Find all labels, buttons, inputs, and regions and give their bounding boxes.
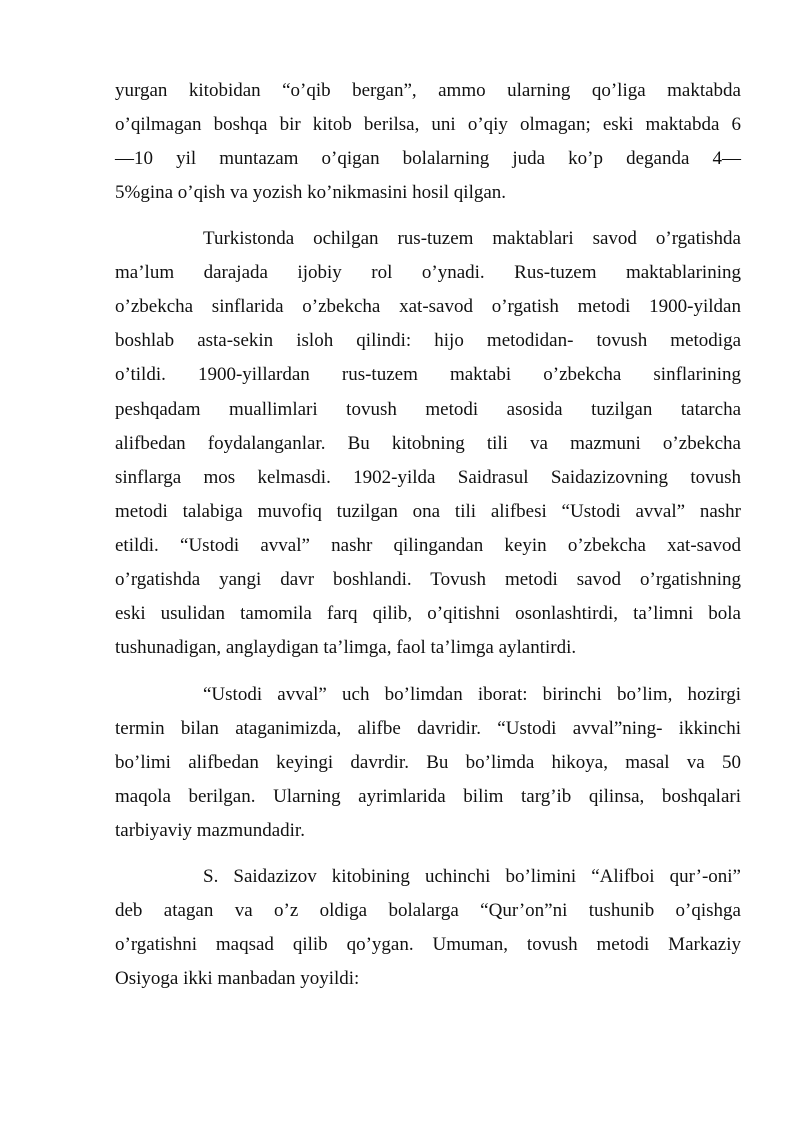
text-line-4: 5%gina o’qish va yozish ko’nikmasini hosil qilgan. [115, 182, 507, 203]
text-line-9: o’tildi. 1900-yillardan rus-tuzem maktabi o’zbekcha sinflarining [115, 364, 741, 385]
text-line-11: alifbedan foydalanganlar. Bu kitobning tili va mazmuni o’zbekcha [115, 433, 741, 454]
text-line-19: termin bilan ataganimizda, alifbe davridir. “Ustodi avval”ning- ikkinchi [115, 718, 741, 739]
text-line-5: Turkistonda ochilgan rus-tuzem maktablari savod o’rgatishda [203, 228, 741, 249]
text-line-6: ma’lum darajada ijobiy rol o’ynadi. Rus-tuzem maktablarining [115, 262, 741, 283]
text-line-20: bo’limi alifbedan keyingi davrdir. Bu bo’limda hikoya, masal va 50 [115, 752, 741, 773]
text-line-15: o’rgatishda yangi davr boshlandi. Tovush metodi savod o’rgatishning [115, 569, 741, 590]
text-line-1: yurgan kitobidan “o’qib bergan”, ammo ularning qo’liga maktabda [115, 80, 741, 101]
text-line-18: “Ustodi avval” uch bo’limdan iborat: birinchi bo’lim, hozirgi [203, 684, 741, 705]
text-line-25: o’rgatishni maqsad qilib qo’ygan. Umuman, tovush metodi Markaziy [115, 934, 741, 955]
text-line-17: tushunadigan, anglaydigan ta’limga, faol ta’limga aylantirdi. [115, 637, 577, 658]
text-line-21: maqola berilgan. Ularning ayrimlarida bilim targ’ib qilinsa, boshqalari [115, 786, 741, 807]
text-line-12: sinflarga mos kelmasdi. 1902-yilda Saidrasul Saidazizovning tovush [115, 467, 741, 488]
text-line-10: peshqadam muallimlari tovush metodi asosida tuzilgan tatarcha [115, 399, 741, 420]
text-line-3: —10 yil muntazam o’qigan bolalarning juda ko’p deganda 4— [115, 148, 741, 169]
text-line-26: Osiyoga ikki manbadan yoyildi: [115, 968, 360, 989]
text-line-22: tarbiyaviy mazmundadir. [115, 820, 305, 841]
text-line-16: eski usulidan tamomila farq qilib, o’qitishni osonlashtirdi, ta’limni bola [115, 603, 741, 624]
text-line-7: o’zbekcha sinflarida o’zbekcha xat-savod o’rgatish metodi 1900-yildan [115, 296, 741, 317]
text-line-14: etildi. “Ustodi avval” nashr qilingandan keyin o’zbekcha xat-savod [115, 535, 741, 556]
text-line-13: metodi talabiga muvofiq tuzilgan ona tili alifbesi “Ustodi avval” nashr [115, 501, 741, 522]
text-line-24: deb atagan va o’z oldiga bolalarga “Qur’on”ni tushunib o’qishga [115, 900, 741, 921]
text-line-2: o’qilmagan boshqa bir kitob berilsa, uni o’qiy olmagan; eski maktabda 6 [115, 114, 741, 135]
text-line-23: S. Saidazizov kitobining uchinchi bo’limini “Alifboi qur’-oni” [203, 866, 741, 887]
text-line-8: boshlab asta-sekin isloh qilindi: hijo metodidan- tovush metodiga [115, 330, 741, 351]
